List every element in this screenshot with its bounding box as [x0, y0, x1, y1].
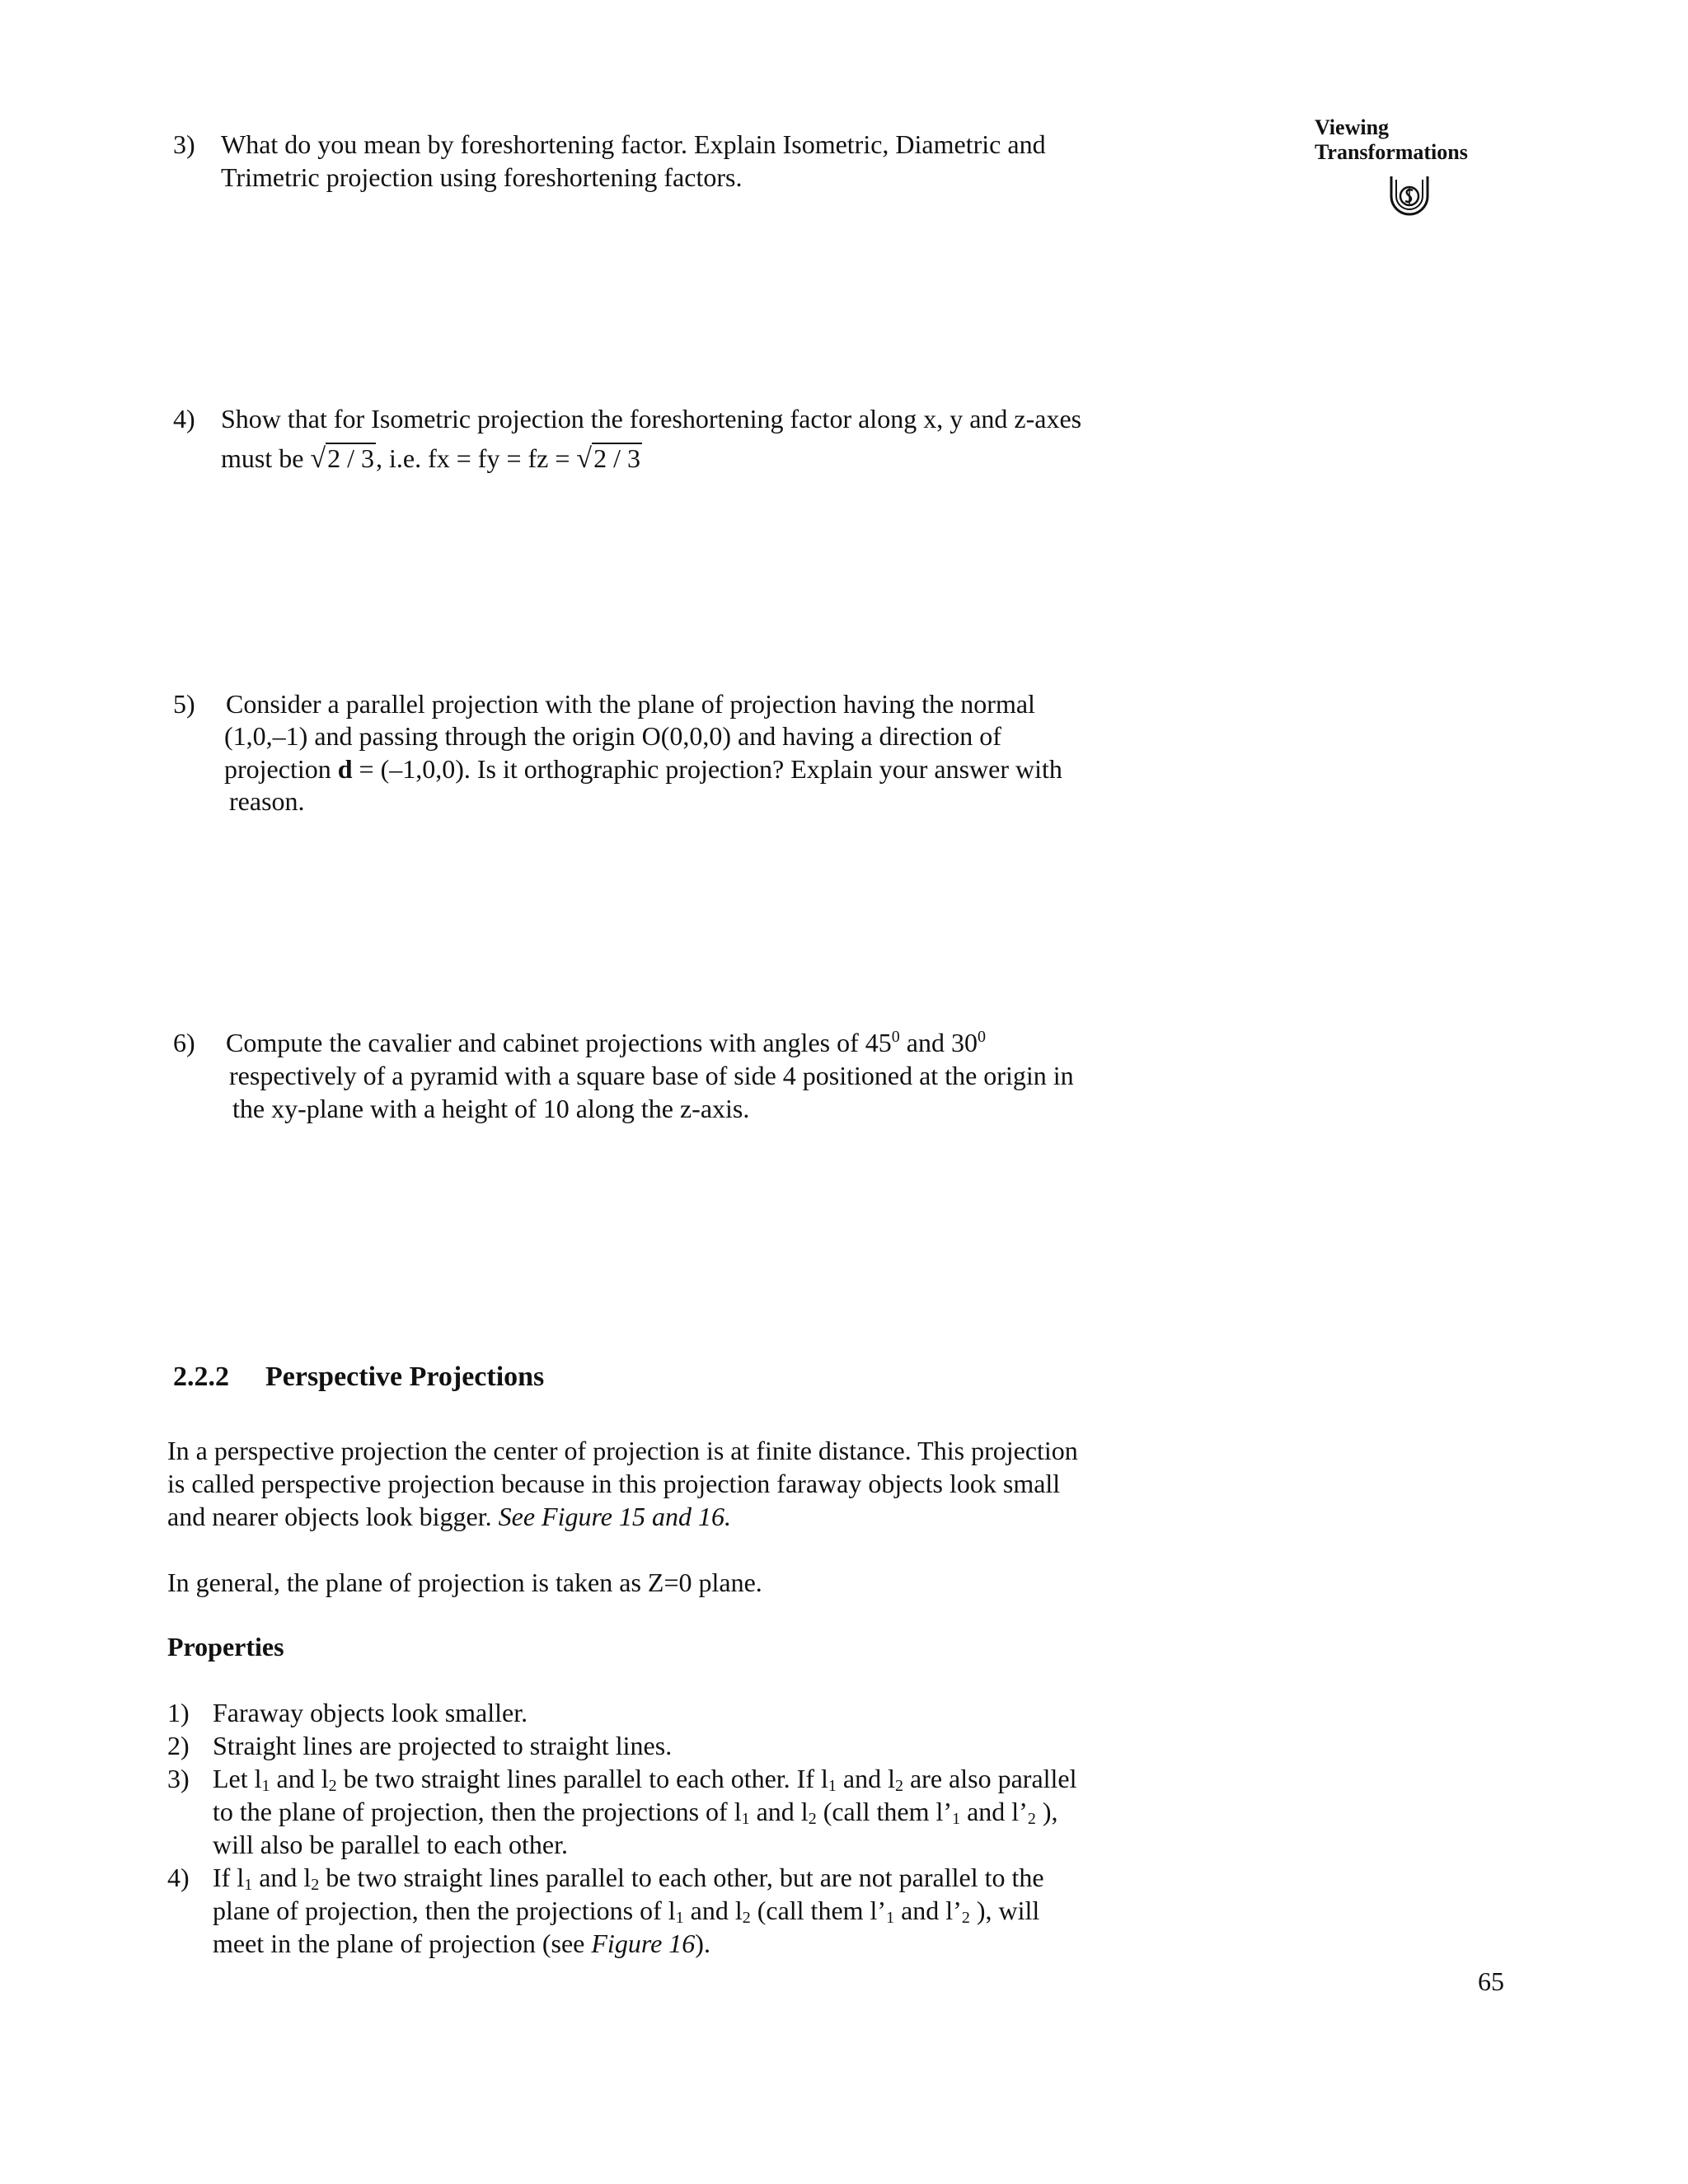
- text-run: (call them l’: [816, 1797, 953, 1826]
- text-run: be two straight lines parallel to each other. If l: [336, 1764, 828, 1793]
- degree-superscript: 0: [891, 1028, 900, 1046]
- question-5-line-1: Consider a parallel projection with the plane of projection having the normal: [226, 689, 1035, 719]
- subscript: 2: [742, 1909, 751, 1927]
- text-run: ), will: [969, 1896, 1040, 1925]
- subscript: 1: [952, 1810, 961, 1828]
- text-run: and l’: [960, 1797, 1028, 1826]
- answer-line: [224, 1302, 1131, 1314]
- paragraph-line: is called perspective projection because in this projection faraway objects look small: [167, 1469, 1061, 1498]
- question-6-number: 6): [173, 1028, 195, 1057]
- subscript: 1: [675, 1909, 684, 1927]
- section-number: 2.2.2: [173, 1361, 229, 1392]
- text-run: and l: [683, 1896, 743, 1925]
- text-run: and l: [252, 1863, 312, 1892]
- property-1-text: Faraway objects look smaller.: [213, 1698, 528, 1727]
- subscript: 2: [311, 1876, 320, 1894]
- subscript: 2: [894, 1777, 903, 1795]
- property-4-line-1: [213, 1861, 1044, 1894]
- question-5-line-3: [224, 752, 1062, 785]
- property-1-number: 1): [167, 1698, 190, 1727]
- question-6-line-1-start: Compute the cavalier and cabinet projections with angles of 45: [226, 1028, 892, 1057]
- answer-line: [224, 321, 1131, 333]
- question-6-line-2: respectively of a pyramid with a square base of side 4 positioned at the origin in: [229, 1061, 1074, 1090]
- plane-paragraph: In general, the plane of projection is taken as Z=0 plane.: [167, 1568, 762, 1597]
- question-5-line-4: reason.: [229, 786, 305, 816]
- answer-line: [224, 369, 1131, 381]
- text-run: and l: [836, 1764, 895, 1793]
- answer-line: [224, 511, 1131, 523]
- paragraph-line: [167, 1500, 1173, 1533]
- answer-line: [224, 272, 1131, 284]
- question-5-number: 5): [173, 689, 195, 719]
- subscript: 2: [1027, 1810, 1036, 1828]
- answer-line: [224, 1155, 1131, 1167]
- subscript: 2: [328, 1777, 337, 1795]
- text-run: to the plane of projection, then the projections of l: [213, 1797, 742, 1826]
- subscript: 2: [808, 1810, 817, 1828]
- property-4-line-3: [213, 1927, 710, 1960]
- direction-vector-symbol: d: [337, 754, 353, 784]
- text-run: ).: [695, 1929, 710, 1958]
- answer-line: [224, 948, 1131, 959]
- subscript: 1: [886, 1909, 895, 1927]
- text-run: and l: [270, 1764, 329, 1793]
- sqrt-radicand: 2 / 3: [327, 443, 374, 473]
- subscript: 1: [828, 1777, 837, 1795]
- answer-line: [224, 223, 1131, 234]
- answer-line: [224, 898, 1131, 910]
- text-run: Let l: [213, 1764, 262, 1793]
- text-run: are also parallel: [903, 1764, 1077, 1793]
- running-header-line1: Viewing: [1315, 115, 1390, 139]
- question-3-number: 3): [173, 129, 195, 159]
- question-4-line-2: [221, 442, 642, 476]
- text-run: and l’: [894, 1896, 962, 1925]
- property-3-line-1: [213, 1762, 1077, 1795]
- answer-line: [224, 1205, 1131, 1216]
- subscript: 1: [741, 1810, 750, 1828]
- question-6-line-3: the xy-plane with a height of 10 along the z-axis.: [232, 1094, 750, 1123]
- subscript: 1: [244, 1876, 253, 1894]
- text-run: plane of projection, then the projections of l: [213, 1896, 676, 1925]
- subscript: 2: [961, 1909, 970, 1927]
- text-run: If l: [213, 1863, 245, 1892]
- property-4-line-2: [213, 1894, 1039, 1927]
- text-run: (call them l’: [750, 1896, 887, 1925]
- question-5-line-2: (1,0,–1) and passing through the origin O(0,0,0) and having a direction of: [224, 721, 1001, 751]
- question-3-line-1: What do you mean by foreshortening factor. Explain Isometric, Diametric and: [221, 129, 1046, 159]
- property-4-number: 4): [167, 1863, 190, 1892]
- property-3-line-3: will also be parallel to each other.: [213, 1830, 568, 1859]
- section-heading: [173, 1360, 544, 1394]
- subscript: 1: [261, 1777, 270, 1795]
- sqrt-expression: [576, 442, 642, 476]
- question-4-equality: , i.e. fx = fy = fz =: [376, 443, 577, 473]
- question-4-line-1: Show that for Isometric projection the foreshortening factor along x, y and z-axes: [221, 404, 1082, 434]
- running-header: [1315, 115, 1468, 165]
- property-3-line-2: [213, 1795, 1057, 1828]
- page-number: 65: [1478, 1966, 1504, 1996]
- text-run: meet in the plane of projection (see: [213, 1929, 592, 1958]
- answer-line: [224, 654, 1131, 666]
- property-3-number: 3): [167, 1764, 190, 1793]
- paragraph-line-text: and nearer objects look bigger.: [167, 1502, 499, 1531]
- answer-line: [224, 1253, 1131, 1264]
- sqrt-expression: [310, 442, 376, 476]
- section-title: Perspective Projections: [265, 1361, 545, 1392]
- radical-sign: √: [576, 443, 593, 474]
- question-6-and-30: and 30: [899, 1028, 978, 1057]
- figure-reference: See Figure 15 and 16.: [498, 1502, 731, 1531]
- property-2-text: Straight lines are projected to straight lines.: [213, 1731, 673, 1760]
- question-5-line-3-rest: = (–1,0,0). Is it orthographic projection? Explain your answer with: [352, 754, 1062, 784]
- question-6-line-1: [226, 1026, 986, 1059]
- text-run: ),: [1035, 1797, 1058, 1826]
- question-4-number: 4): [173, 404, 195, 434]
- paragraph-line: In a perspective projection the center of projection is at finite distance. This projection: [167, 1436, 1078, 1465]
- ignou-logo-icon: [1385, 171, 1434, 221]
- question-4-must-be: must be: [221, 443, 311, 473]
- property-2-number: 2): [167, 1731, 190, 1760]
- answer-line: [224, 849, 1131, 860]
- question-3-line-2: Trimetric projection using foreshortening factors.: [221, 162, 743, 192]
- question-5-projection-label: projection: [224, 754, 338, 784]
- text-run: and l: [749, 1797, 809, 1826]
- radical-sign: √: [310, 443, 326, 474]
- answer-line: [224, 559, 1131, 570]
- properties-heading: Properties: [167, 1632, 284, 1661]
- sqrt-radicand: 2 / 3: [593, 443, 640, 473]
- running-header-line2: Transformations: [1315, 140, 1468, 164]
- degree-superscript: 0: [977, 1028, 986, 1046]
- intro-paragraph: [167, 1434, 1173, 1533]
- text-run: be two straight lines parallel to each other, but are not parallel to the: [319, 1863, 1044, 1892]
- figure-reference: Figure 16: [591, 1929, 696, 1958]
- answer-line: [224, 996, 1131, 1007]
- answer-line: [224, 607, 1131, 618]
